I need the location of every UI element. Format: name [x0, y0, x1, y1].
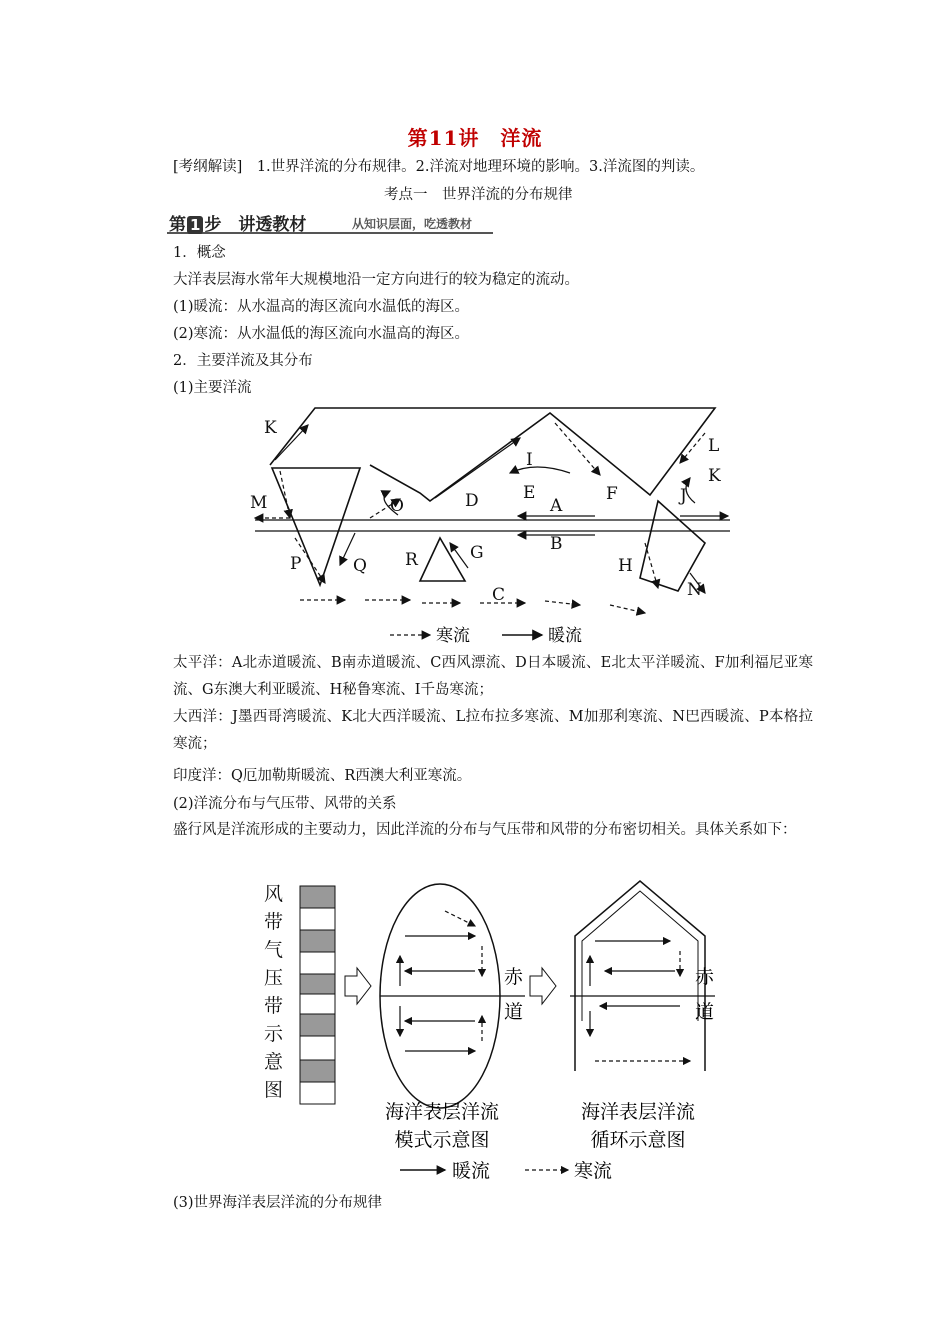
sub1-heading: (1)主要洋流 [173, 380, 252, 396]
equator-left-2: 道 [504, 1001, 524, 1023]
svg-text:示: 示 [264, 1023, 284, 1045]
label-K-right: K [708, 466, 721, 486]
loop-warm-arrows [590, 941, 680, 1036]
arrow-right-2 [530, 968, 556, 1004]
relation-body: 盛行风是洋流形成的主要动力，因此洋流的分布与气压带和风带的分布密切相关。具体关系如下： [173, 822, 797, 838]
label-O: O [390, 496, 404, 516]
pacific-currents-text [173, 650, 813, 704]
svg-text:图: 图 [264, 1079, 284, 1101]
label-G: G [470, 543, 484, 563]
topic-heading: 考点一 世界洋流的分布规律 [384, 187, 573, 203]
ocean-currents-diagram [250, 403, 732, 648]
wind-belt-current-model-diagram [260, 876, 718, 1188]
label-D: D [465, 491, 479, 511]
equator-left-1: 赤 [504, 966, 524, 988]
warm-arrows [275, 425, 728, 593]
svg-text:带: 带 [264, 995, 284, 1017]
ellipse-warm-arrows [400, 936, 475, 1051]
definition-text: 大洋表层海水常年大规模地沿一定方向进行的较为稳定的流动。 [173, 272, 579, 288]
label-J: J [680, 486, 687, 506]
label-N: N [687, 580, 702, 600]
svg-text:意: 意 [264, 1051, 284, 1073]
page-title: 第11讲 洋流 [407, 126, 543, 150]
equator-right-2: 道 [695, 1001, 715, 1023]
continents [270, 408, 715, 591]
warm-current-definition: (1)暖流：从水温高的海区流向水温低的海区。 [173, 299, 470, 315]
banner-suffix: 步 讲透教材 [204, 215, 307, 235]
label-R: R [405, 550, 418, 570]
label-C: C [492, 585, 506, 605]
step-banner [167, 210, 499, 236]
label-B: B [550, 534, 563, 554]
label-E: E [523, 483, 536, 503]
label-A: A [550, 496, 563, 516]
label-Q: Q [353, 556, 367, 576]
legend2-warm-label: 暖流 [452, 1160, 491, 1182]
legend [390, 626, 582, 646]
svg-text:带: 带 [264, 911, 284, 933]
svg-text:风: 风 [264, 883, 284, 905]
equator-lines [255, 520, 730, 531]
svg-text:气: 气 [264, 939, 284, 961]
indian-currents-text: 印度洋：Q厄加勒斯暖流、R西澳大利亚寒流。 [173, 768, 472, 784]
label-L: L [708, 436, 720, 456]
caption-left-1: 海洋表层洋流 [384, 1101, 500, 1123]
loop-outline [575, 881, 705, 1071]
label-H: H [618, 556, 633, 576]
legend-warm-label: 暖流 [548, 626, 582, 646]
legend-cold-label: 寒流 [436, 626, 470, 646]
caption-right-1: 海洋表层洋流 [580, 1101, 696, 1123]
banner-subtitle: 从知识层面，吃透教材 [352, 217, 473, 231]
label-K-left: K [264, 418, 277, 438]
label-P: P [290, 554, 302, 574]
label-F: F [606, 484, 618, 504]
relation-text [173, 817, 813, 844]
loop-inner [582, 891, 698, 1021]
banner-step-number: 1 [187, 216, 203, 234]
atlantic-list: 大西洋：J墨西哥湾暖流、K北大西洋暖流、L拉布拉多寒流、M加那利寒流、N巴西暖流、P本格拉寒流； [173, 709, 813, 752]
arrow-right-1 [345, 968, 371, 1004]
caption-right-2: 循环示意图 [590, 1129, 686, 1151]
belt-column [300, 886, 335, 1104]
equator-right-1: 赤 [695, 966, 715, 988]
atlantic-currents-text [173, 704, 813, 758]
cold-arrows [255, 423, 705, 613]
sub3-heading: (3)世界海洋表层洋流的分布规律 [173, 1195, 383, 1211]
sub2-heading: (2)洋流分布与气压带、风带的关系 [173, 796, 397, 812]
side-label [264, 883, 284, 1101]
section1-heading: 1．概念 [173, 245, 226, 261]
banner-title [169, 210, 306, 235]
syllabus-line: [考纲解读] 1.世界洋流的分布规律。2.洋流对地理环境的影响。3.洋流图的判读。 [173, 159, 705, 175]
cold-current-definition: (2)寒流：从水温低的海区流向水温高的海区。 [173, 326, 470, 342]
label-I: I [526, 450, 533, 470]
banner-prefix: 第 [169, 215, 186, 235]
legend2-cold-label: 寒流 [574, 1160, 613, 1182]
svg-text:压: 压 [264, 967, 284, 989]
section2-heading: 2．主要洋流及其分布 [173, 353, 313, 369]
label-M: M [250, 493, 268, 513]
pacific-list: 太平洋：A北赤道暖流、B南赤道暖流、C西风漂流、D日本暖流、E北太平洋暖流、F加利福尼亚寒流、G东澳大利亚暖流、H秘鲁寒流、I千岛寒流； [173, 655, 813, 698]
caption-left-2: 模式示意图 [394, 1129, 490, 1151]
